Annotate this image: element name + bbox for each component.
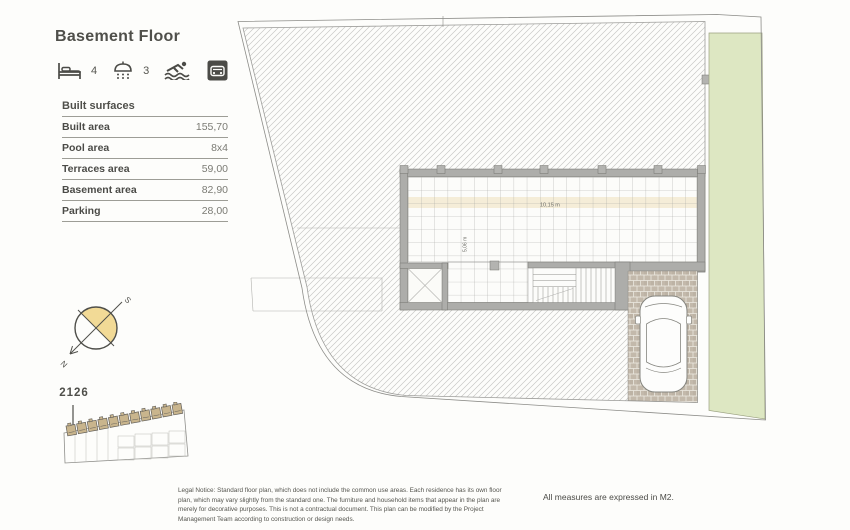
legal-notice: Legal Notice: Standard floor plan, which does not include the common use areas. Each residence has its own floor plan, which may vary slightly from the standard one. The furniture and household items that appear in the plan are merely for decorative purposes. This is not a contractual document. This plan can be modified by the Project Management Team according to construction or design needs.: [178, 487, 502, 523]
surface-row-pool-area: [62, 137, 228, 158]
dimension-label-height: 5,06 m: [462, 236, 469, 252]
bedroom-count: 4: [91, 64, 98, 77]
surface-value: 8x4: [211, 142, 228, 154]
surface-label: Parking: [62, 205, 101, 217]
dimension-label-width: 10,15 m: [540, 202, 560, 209]
surface-value: 155,70: [195, 121, 228, 133]
surface-label: Terraces area: [62, 163, 130, 175]
car-top-view: [636, 296, 692, 392]
shower-icon: [112, 61, 134, 80]
pool-icon: [164, 61, 190, 80]
unit-number-label: 2126: [59, 387, 89, 399]
surface-label: Pool area: [62, 142, 110, 154]
page-title: Basement Floor: [55, 28, 181, 45]
surface-row-built-area: [62, 116, 228, 137]
built-surfaces-heading: Built surfaces: [62, 100, 135, 112]
garage-icon: [207, 60, 228, 81]
surface-row-terraces-area: [62, 158, 228, 179]
surface-value: 82,90: [201, 184, 228, 196]
measures-note: All measures are expressed in M2.: [543, 492, 674, 502]
compass-rose: [48, 288, 158, 388]
surface-row-basement-area: [62, 179, 228, 200]
car-mirror: [687, 316, 692, 324]
bathroom-count: 3: [143, 64, 150, 77]
car-mirror: [636, 316, 641, 324]
elevator-shaft: [408, 269, 442, 303]
site-plan-minimap: [30, 402, 220, 477]
surface-value: 59,00: [201, 163, 228, 175]
surface-label: Basement area: [62, 184, 137, 196]
car-body: [640, 296, 687, 392]
compass-south-label: S: [122, 295, 133, 306]
built-surfaces-table: [62, 116, 228, 222]
compass-north-label: N: [58, 359, 70, 370]
garden-strip: [709, 33, 765, 419]
site-houses: [66, 402, 183, 436]
surface-row-parking: [62, 200, 228, 221]
surface-value: 28,00: [201, 205, 228, 217]
bed-icon: [57, 62, 82, 80]
feature-icons: [57, 60, 228, 81]
staircase: [533, 268, 615, 303]
surface-label: Built area: [62, 121, 110, 133]
